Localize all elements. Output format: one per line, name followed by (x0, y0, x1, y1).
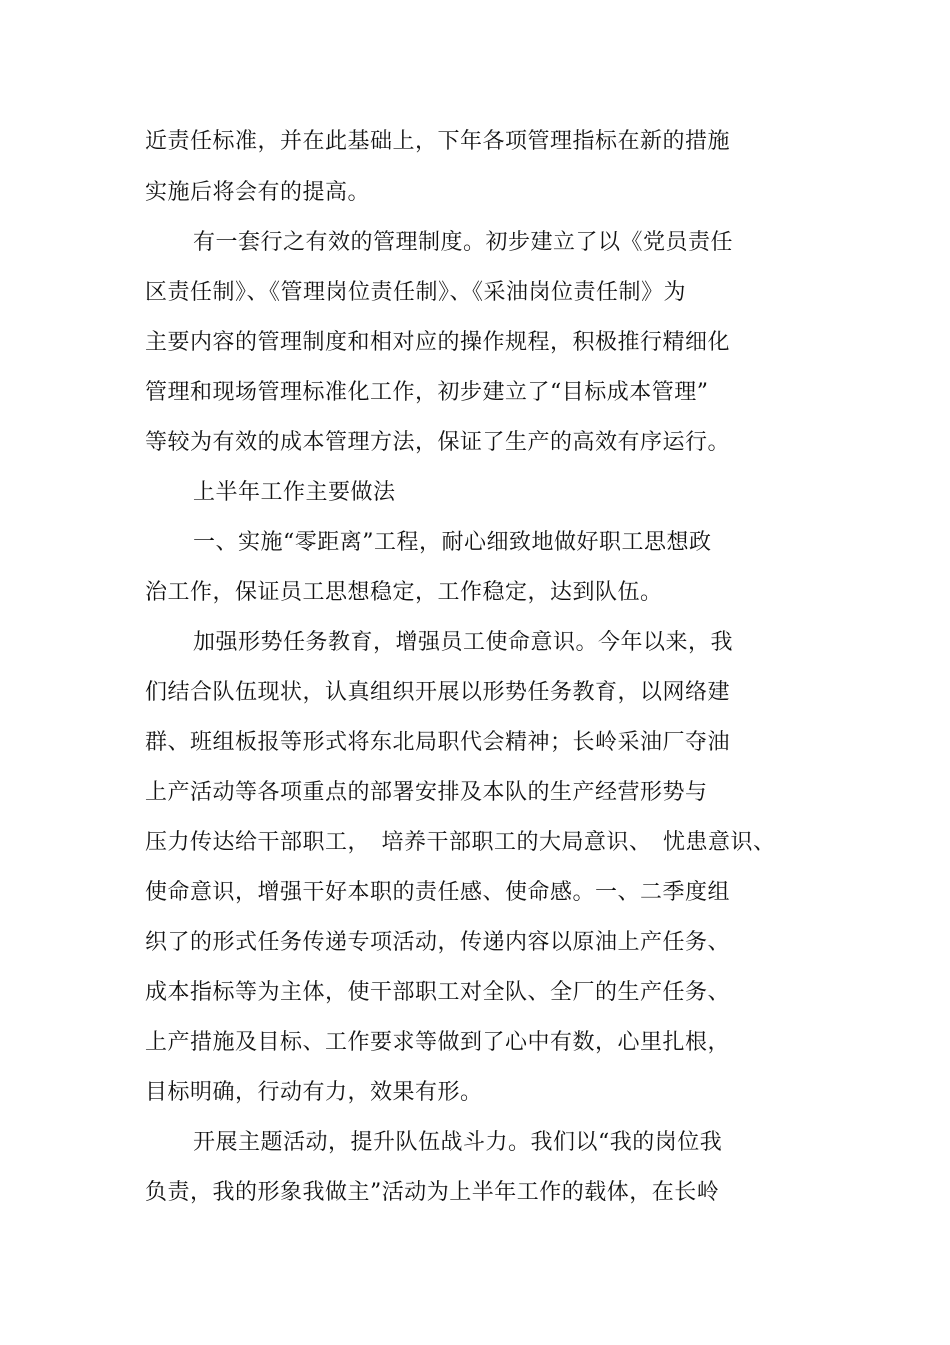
text-line: 上产措施及目标、工作要求等做到了心中有数，心里扎根， (145, 1030, 731, 1055)
paragraph-start-line: 一、实施“零距离”工程，耐心细致地做好职工思想政 (193, 530, 712, 555)
text-line: 管理和现场管理标准化工作，初步建立了“目标成本管理” (145, 380, 709, 405)
text-line: 织了的形式任务传递专项活动，传递内容以原油上产任务、 (145, 930, 731, 955)
text-line: 等较为有效的成本管理方法，保证了生产的高效有序运行。 (145, 430, 731, 455)
paragraph-start-line: 有一套行之有效的管理制度。初步建立了以《党员责任 (193, 230, 734, 255)
paragraph-start-line: 开展主题活动，提升队伍战斗力。我们以“我的岗位我 (193, 1130, 723, 1155)
text-line: 目标明确，行动有力，效果有形。 (145, 1080, 483, 1105)
text-line: 近责任标准，并在此基础上，下年各项管理指标在新的措施 (145, 129, 731, 154)
text-line: 实施后将会有的提高。 (145, 180, 371, 205)
text-line: 负责，我的形象我做主”活动为上半年工作的载体，在长岭 (145, 1180, 720, 1205)
text-line: 成本指标等为主体，使干部职工对全队、全厂的生产任务、 (145, 980, 731, 1005)
section-heading: 上半年工作主要做法 (193, 480, 396, 505)
text-line: 使命意识，增强干好本职的责任感、使命感。一、二季度组 (145, 880, 731, 905)
text-line: 群、班组板报等形式将东北局职代会精神；长岭采油厂夺油 (145, 730, 731, 755)
text-line: 治工作，保证员工思想稳定，工作稳定，达到队伍。 (145, 580, 663, 605)
text-line: 区责任制》、《管理岗位责任制》、《采油岗位责任制》为 (145, 280, 687, 305)
paragraph-start-line: 加强形势任务教育，增强员工使命意识。今年以来，我 (193, 630, 734, 655)
text-line: 主要内容的管理制度和相对应的操作规程，积极推行精细化 (145, 330, 731, 355)
text-line: 上产活动等各项重点的部署安排及本队的生产经营形势与 (145, 780, 708, 805)
text-line: 压力传达给干部职工， 培养干部职工的大局意识、 忧患意识、 (145, 830, 776, 855)
text-line: 们结合队伍现状，认真组织开展以形势任务教育，以网络建 (145, 680, 731, 705)
